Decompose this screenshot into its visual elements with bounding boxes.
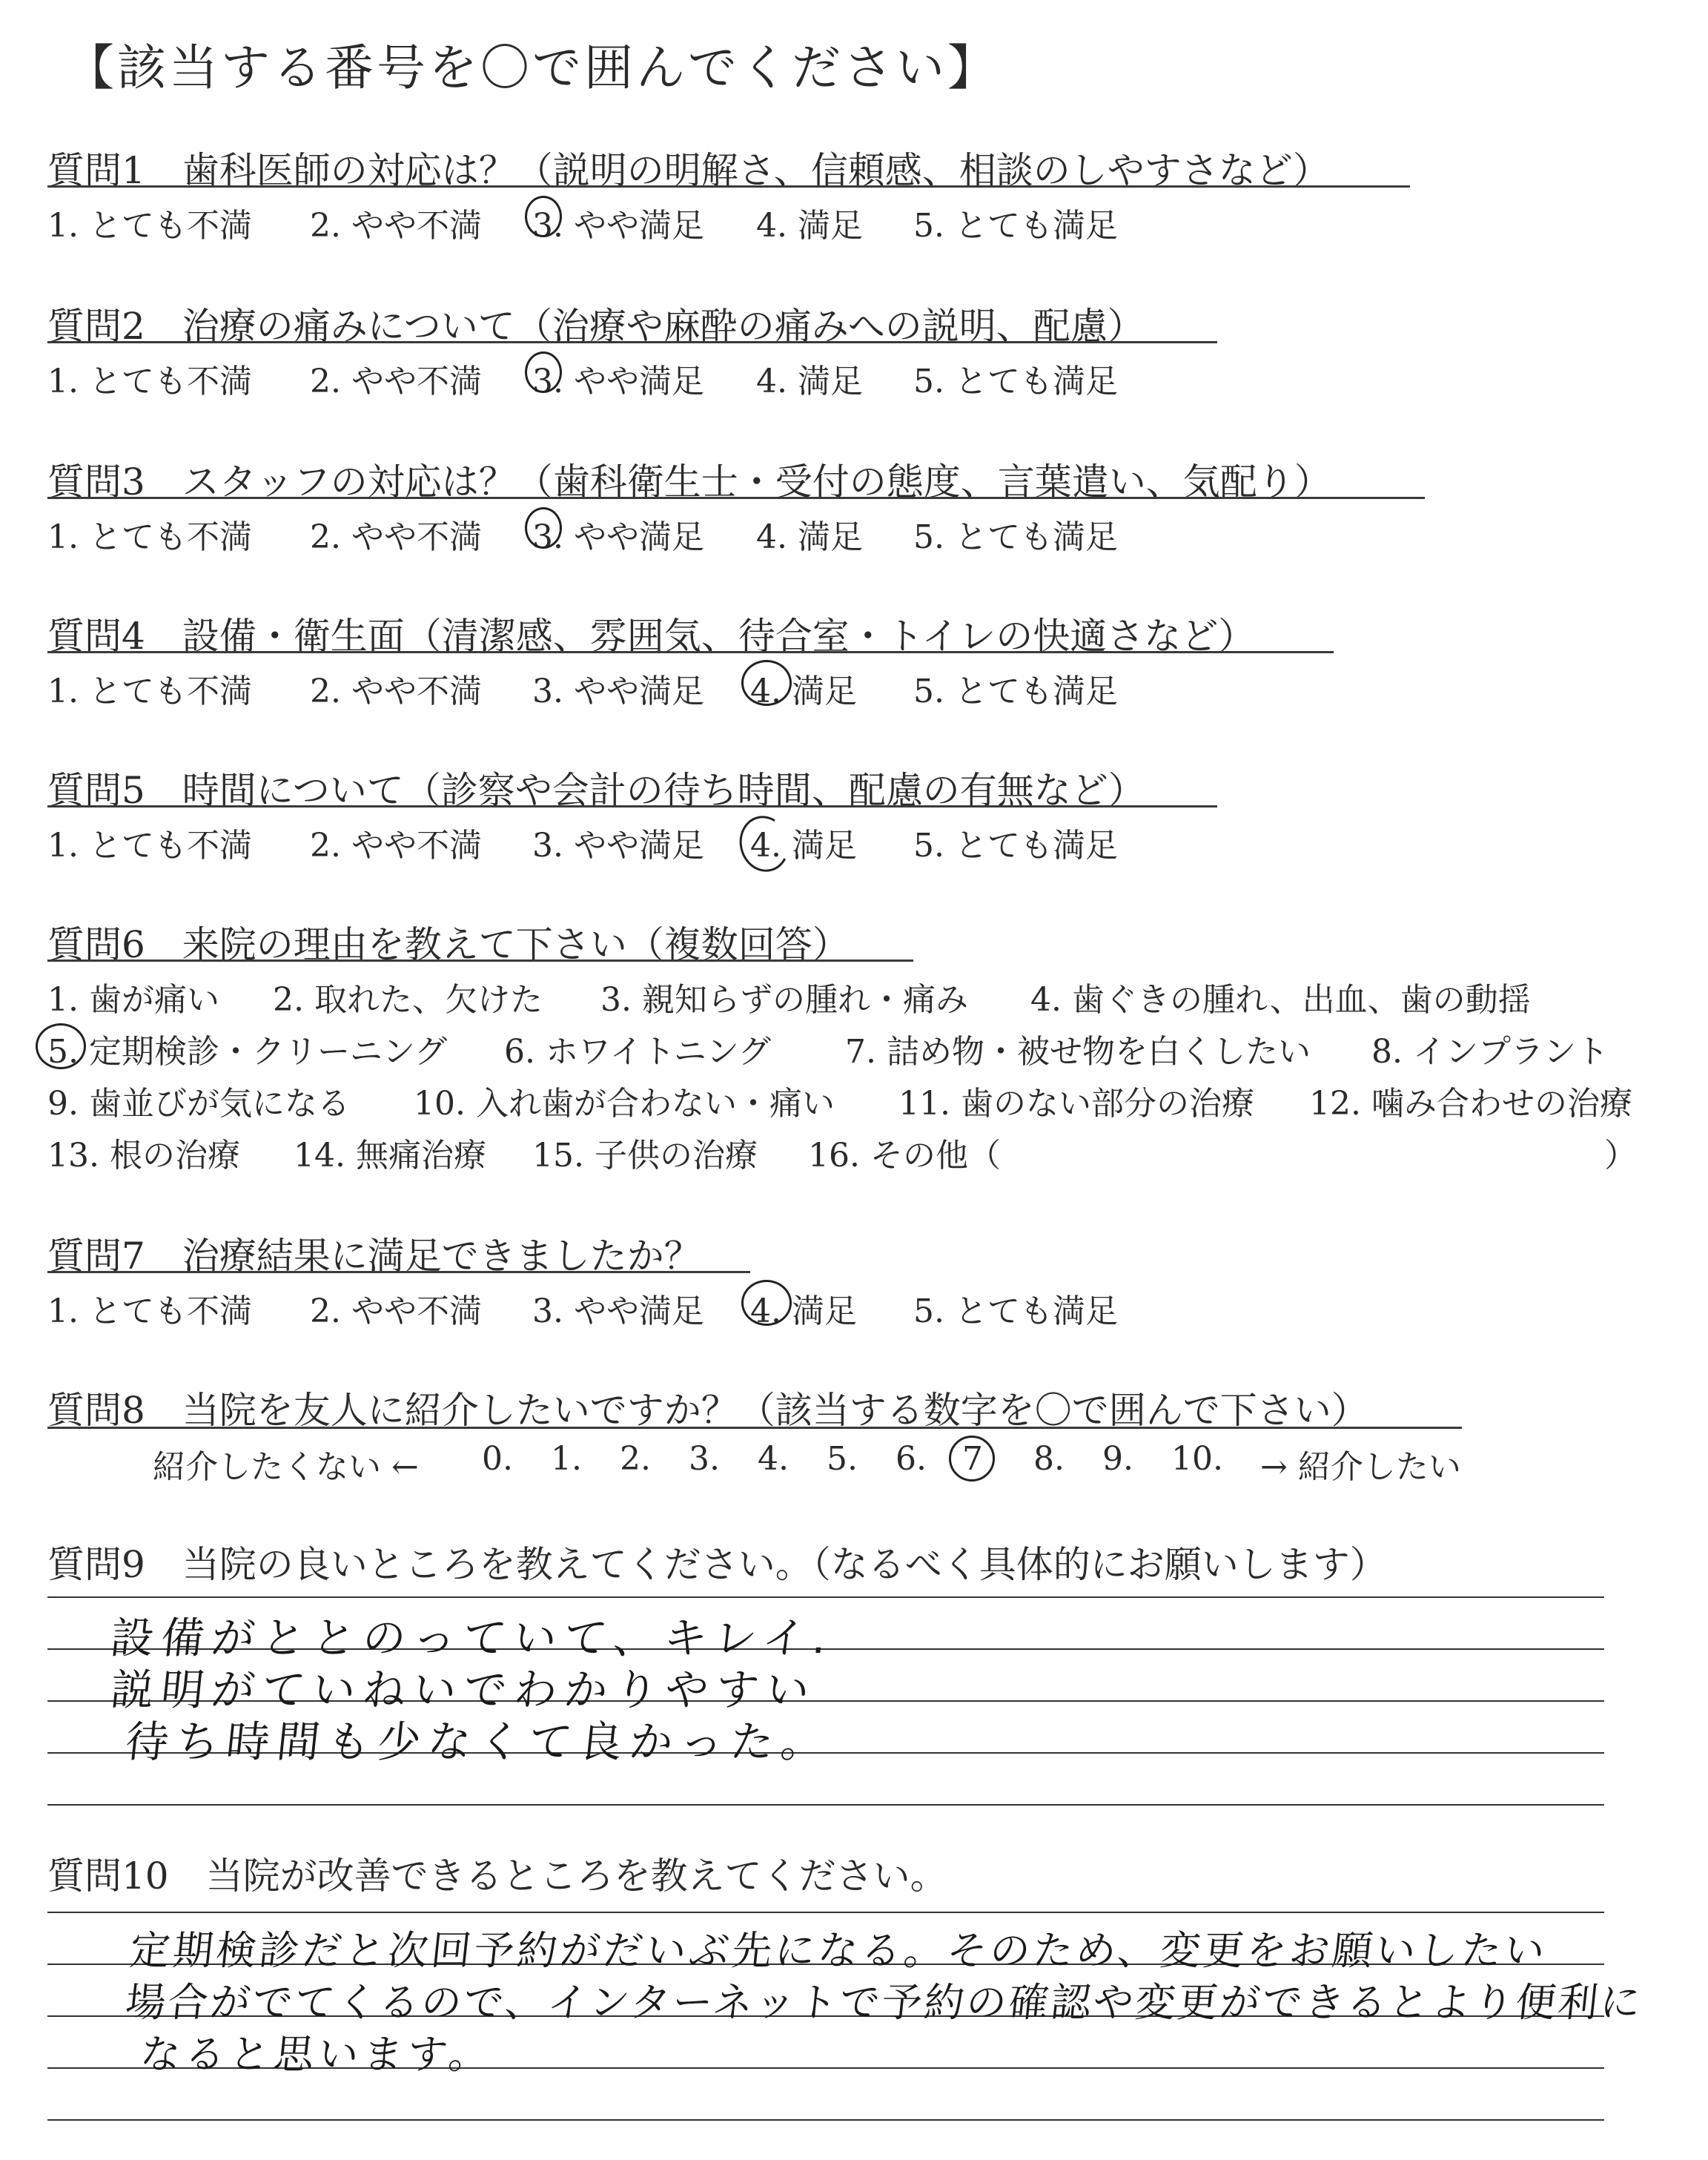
q2-selection-circle: [525, 351, 562, 393]
q1-option-1[interactable]: 1. とても不満: [47, 207, 252, 245]
q7-selection-circle: [741, 1280, 792, 1326]
q8-number-10[interactable]: 10.: [1171, 1440, 1223, 1478]
q8-number-8[interactable]: 8.: [1033, 1440, 1065, 1478]
q8-number-9[interactable]: 9.: [1102, 1440, 1133, 1478]
q2-option-4[interactable]: 4. 満足: [756, 363, 863, 400]
question-5-title: 質問5 時間について（診察や会計の待ち時間、配慮の有無など）: [47, 769, 1145, 812]
question-6-options: [0, 973, 1708, 1195]
q6-other-close-paren: ）: [1604, 1137, 1637, 1175]
question-6-underline: [47, 960, 913, 962]
q6-selection-circle: [36, 1023, 86, 1069]
q6-option-4[interactable]: 4. 歯ぐきの腫れ、出血、歯の動揺: [1030, 981, 1531, 1019]
q9-handwritten-answer-3: 待ち時間も少なくて良かった。: [122, 1717, 835, 1767]
q2-option-3[interactable]: 3. やや満足: [532, 363, 704, 400]
question-8-underline: [47, 1427, 1462, 1429]
question-7-underline: [47, 1271, 750, 1273]
question-1-title: 質問1 歯科医師の対応は？（説明の明解さ、信頼感、相談のしやすさなど）: [47, 149, 1330, 192]
q6-option-6[interactable]: 6. ホワイトニング: [504, 1033, 772, 1071]
q6-option-13[interactable]: 13. 根の治療: [47, 1137, 240, 1175]
q3-option-1[interactable]: 1. とても不満: [47, 518, 252, 556]
q5-option-2[interactable]: 2. やや不満: [310, 827, 482, 865]
question-9-title: 質問9 当院の良いところを教えてください。（なるべく具体的にお願いします）: [47, 1543, 1387, 1586]
q8-selection-circle: [949, 1436, 995, 1482]
q6-option-16[interactable]: 16. その他（: [808, 1137, 1001, 1175]
q4-option-4[interactable]: 4. 満足: [750, 673, 857, 710]
q8-number-5[interactable]: 5.: [827, 1440, 858, 1478]
q8-number-0[interactable]: 0.: [482, 1440, 513, 1478]
q3-option-2[interactable]: 2. やや不満: [310, 518, 482, 556]
q6-option-7[interactable]: 7. 詰め物・被せ物を白くしたい: [845, 1033, 1311, 1071]
question-3-title: 質問3 スタッフの対応は？（歯科衛生士・受付の態度、言葉遣い、気配り）: [47, 460, 1331, 503]
q8-number-1[interactable]: 1.: [551, 1440, 582, 1478]
q8-right-label: → 紹介したい: [1260, 1448, 1461, 1486]
instruction-heading: 【該当する番号を〇で囲んでください】: [65, 39, 999, 96]
q2-option-5[interactable]: 5. とても満足: [913, 363, 1118, 400]
q4-option-2[interactable]: 2. やや不満: [310, 673, 482, 710]
q5-option-1[interactable]: 1. とても不満: [47, 827, 252, 865]
q7-option-5[interactable]: 5. とても満足: [913, 1292, 1118, 1330]
q10-answer-line-5: [47, 2119, 1604, 2121]
q7-option-3[interactable]: 3. やや満足: [532, 1292, 704, 1330]
question-4-underline: [47, 651, 1334, 653]
q6-option-8[interactable]: 8. インプラント: [1371, 1033, 1609, 1071]
question-6-title: 質問6 来院の理由を教えて下さい（複数回答）: [47, 923, 850, 966]
q8-number-4[interactable]: 4.: [758, 1440, 789, 1478]
q4-option-1[interactable]: 1. とても不満: [47, 673, 252, 710]
q3-option-3[interactable]: 3. やや満足: [532, 518, 704, 556]
question-5-options: [0, 819, 1708, 863]
q9-handwritten-answer-1: 設備がととのっていて、キレイ.: [107, 1613, 837, 1663]
q8-number-7[interactable]: 7: [962, 1440, 983, 1478]
question-4-title: 質問4 設備・衛生面（清潔感、雰囲気、待合室・トイレの快適さなど）: [47, 615, 1256, 658]
question-8-scale: [0, 1440, 1708, 1484]
q8-left-label: 紹介したくない ←: [153, 1448, 419, 1486]
question-3-underline: [47, 497, 1425, 499]
q10-handwritten-answer-1: 定期検診だと次回予約がだいぶ先になる。そのため、変更をお願いしたい: [128, 1927, 1550, 1974]
q3-option-4[interactable]: 4. 満足: [756, 518, 863, 556]
question-2-title: 質問2 治療の痛みについて（治療や麻酔の痛みへの説明、配慮）: [47, 305, 1145, 348]
q6-option-9[interactable]: 9. 歯並びが気になる: [47, 1085, 350, 1123]
q4-option-5[interactable]: 5. とても満足: [913, 673, 1118, 710]
q6-option-1[interactable]: 1. 歯が痛い: [47, 981, 219, 1019]
q6-option-2[interactable]: 2. 取れた、欠けた: [273, 981, 543, 1019]
q5-option-4[interactable]: 4. 満足: [750, 827, 857, 865]
q4-option-3[interactable]: 3. やや満足: [532, 673, 704, 710]
question-2-options: [0, 354, 1708, 399]
q3-selection-circle: [525, 507, 562, 549]
q9-answer-line-1: [47, 1596, 1604, 1598]
question-7-options: [0, 1284, 1708, 1329]
question-2-underline: [47, 341, 1217, 343]
q6-option-5[interactable]: 5. 定期検診・クリーニング: [47, 1033, 448, 1071]
q8-number-2[interactable]: 2.: [620, 1440, 651, 1478]
q8-number-3[interactable]: 3.: [689, 1440, 720, 1478]
question-4-options: [0, 664, 1708, 709]
q2-option-1[interactable]: 1. とても不満: [47, 363, 252, 400]
q10-handwritten-answer-2: 場合がでてくるので、インターネットで予約の確認や変更ができるとより便利に: [123, 1979, 1645, 2026]
question-8-title: 質問8 当院を友人に紹介したいですか？（該当する数字を〇で囲んで下さい）: [47, 1389, 1368, 1432]
q2-option-2[interactable]: 2. やや不満: [310, 363, 482, 400]
question-3-options: [0, 510, 1708, 555]
q9-answer-line-5: [47, 1804, 1604, 1806]
q1-option-3[interactable]: 3. やや満足: [532, 207, 704, 245]
question-5-underline: [47, 805, 1217, 807]
q7-option-4[interactable]: 4. 満足: [750, 1292, 857, 1330]
q1-option-2[interactable]: 2. やや不満: [310, 207, 482, 245]
q4-selection-circle: [741, 660, 792, 706]
q6-option-11[interactable]: 11. 歯のない部分の治療: [898, 1085, 1254, 1123]
q3-option-5[interactable]: 5. とても満足: [913, 518, 1118, 556]
q1-option-5[interactable]: 5. とても満足: [913, 207, 1118, 245]
q9-handwritten-answer-2: 説明がていねいでわかりやすい: [107, 1665, 820, 1715]
q10-handwritten-answer-3: なると思います。: [138, 2031, 496, 2078]
q8-number-6[interactable]: 6.: [896, 1440, 927, 1478]
q1-option-4[interactable]: 4. 満足: [756, 207, 863, 245]
question-10-title: 質問10 当院が改善できるところを教えてください。: [47, 1855, 947, 1898]
question-1-underline: [47, 185, 1410, 188]
q10-answer-line-1: [47, 1912, 1604, 1913]
q5-option-3[interactable]: 3. やや満足: [532, 827, 704, 865]
q6-option-10[interactable]: 10. 入れ歯が合わない・痛い: [414, 1085, 835, 1123]
q6-option-12[interactable]: 12. 噛み合わせの治療: [1309, 1085, 1632, 1123]
q6-option-14[interactable]: 14. 無痛治療: [294, 1137, 486, 1175]
q5-option-5[interactable]: 5. とても満足: [913, 827, 1118, 865]
q7-option-1[interactable]: 1. とても不満: [47, 1292, 252, 1330]
question-7-title: 質問7 治療結果に満足できましたか？: [47, 1235, 701, 1278]
q1-selection-circle: [525, 196, 562, 237]
q6-option-3[interactable]: 3. 親知らずの腫れ・痛み: [600, 981, 968, 1019]
q7-option-2[interactable]: 2. やや不満: [310, 1292, 482, 1330]
question-1-options: [0, 199, 1708, 243]
q6-option-15[interactable]: 15. 子供の治療: [532, 1137, 758, 1175]
